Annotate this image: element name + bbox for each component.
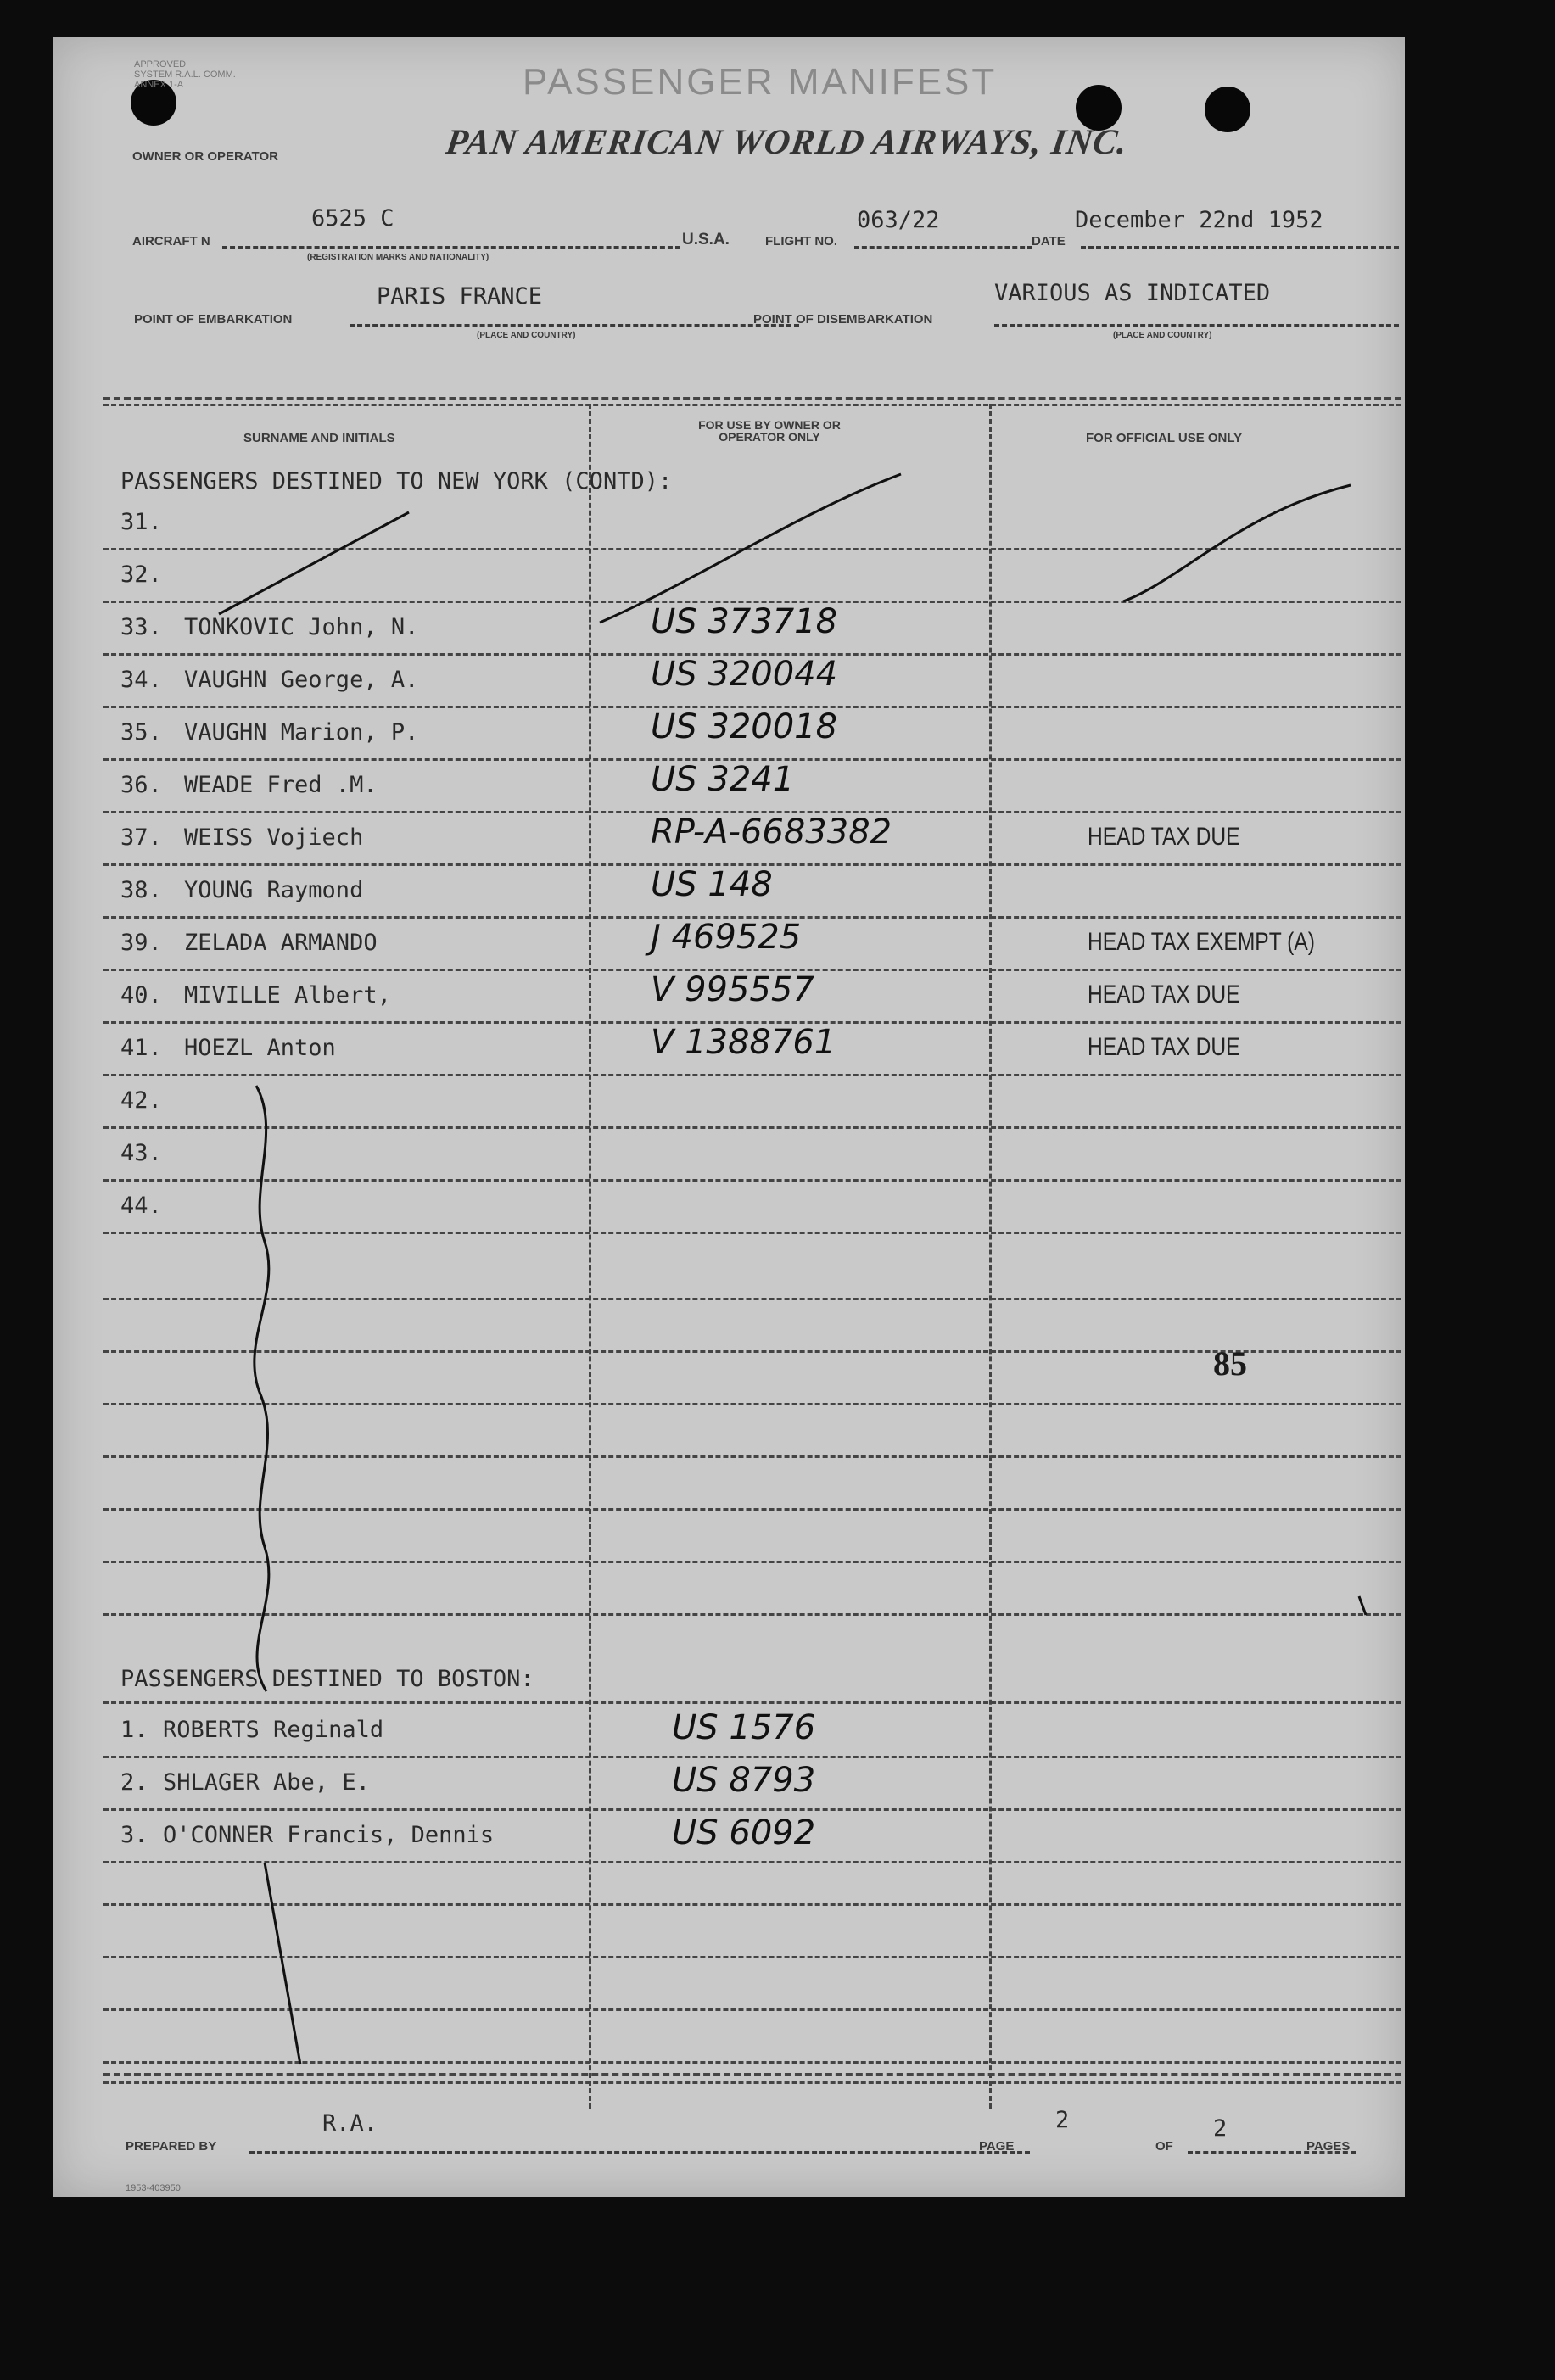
airline-name: PAN AMERICAN WORLD AIRWAYS, INC. xyxy=(443,123,1131,162)
row-number: 41. xyxy=(120,1035,162,1061)
row-number: 38. xyxy=(120,877,162,903)
passenger-name: MIVILLE Albert, xyxy=(184,982,391,1008)
passenger-name: VAUGHN George, A. xyxy=(184,667,419,693)
disembark-sublabel: (PLACE AND COUNTRY) xyxy=(1113,331,1212,340)
embark-label: POINT OF EMBARKATION xyxy=(134,312,293,327)
prepared-value: R.A. xyxy=(322,2110,378,2137)
column-header-official: FOR OFFICIAL USE ONLY xyxy=(1086,431,1243,445)
flight-label: FLIGHT NO. xyxy=(765,234,837,249)
document-number: US 373718 xyxy=(651,602,838,641)
document-number: US 320044 xyxy=(651,655,838,694)
document-number: V 995557 xyxy=(651,970,814,1009)
handwritten-strokes xyxy=(53,37,1405,2197)
passenger-name: WEISS Vojiech xyxy=(184,824,364,851)
row-number: 33. xyxy=(120,614,162,640)
document-number: US 3241 xyxy=(651,760,795,799)
official-note: HEAD TAX EXEMPT (A) xyxy=(1088,928,1315,956)
document-number: V 1388761 xyxy=(651,1023,836,1062)
row-number: 2. xyxy=(120,1769,148,1796)
document-number: J 469525 xyxy=(651,918,802,957)
passenger-name: TONKOVIC John, N. xyxy=(184,614,419,640)
ny-section-heading: PASSENGERS DESTINED TO NEW YORK (CONTD): xyxy=(120,468,673,494)
row-number: 36. xyxy=(120,772,162,798)
document-number: US 320018 xyxy=(651,707,838,746)
passenger-name: ZELADA ARMANDO xyxy=(184,930,378,956)
passenger-name: YOUNG Raymond xyxy=(184,877,364,903)
prepared-label: PREPARED BY xyxy=(126,2139,217,2154)
row-number: 32. xyxy=(120,561,162,588)
pages-label: PAGES xyxy=(1306,2139,1351,2154)
row-number: 39. xyxy=(120,930,162,956)
passenger-name: SHLAGER Abe, E. xyxy=(163,1769,370,1796)
embark-sublabel: (PLACE AND COUNTRY) xyxy=(477,331,576,340)
flight-value: 063/22 xyxy=(857,207,940,233)
passenger-name: WEADE Fred .M. xyxy=(184,772,378,798)
embark-value: PARIS FRANCE xyxy=(377,283,543,310)
passenger-name: O'CONNER Francis, Dennis xyxy=(163,1822,495,1848)
row-number: 40. xyxy=(120,982,162,1008)
row-number: 1. xyxy=(120,1717,148,1743)
passenger-name: ROBERTS Reginald xyxy=(163,1717,384,1743)
row-number: 35. xyxy=(120,719,162,746)
page-label: PAGE xyxy=(979,2139,1015,2154)
document-number: US 148 xyxy=(651,865,773,904)
line-boston-blank xyxy=(265,1863,300,2064)
row-number: 34. xyxy=(120,667,162,693)
page-title: PASSENGER MANIFEST xyxy=(523,61,998,103)
page-number-stamp: 85 xyxy=(1213,1344,1247,1383)
row-number: 3. xyxy=(120,1822,148,1848)
official-note: HEAD TAX DUE xyxy=(1088,980,1240,1008)
form-code: 1953-403950 xyxy=(126,2183,181,2193)
aircraft-label: AIRCRAFT N xyxy=(132,234,210,249)
date-label: DATE xyxy=(1032,234,1066,249)
strike-line-rows-31-32-col2 xyxy=(600,474,901,623)
manifest-sheet xyxy=(53,37,1405,2197)
document-number: US 6092 xyxy=(672,1813,816,1852)
page-value: 2 xyxy=(1055,2107,1070,2133)
strike-line-rows-31-32-col3 xyxy=(1123,485,1351,601)
row-number: 37. xyxy=(120,824,162,851)
disembark-label: POINT OF DISEMBARKATION xyxy=(753,312,933,327)
aircraft-value: 6525 C xyxy=(311,205,394,232)
official-note: HEAD TAX DUE xyxy=(1088,823,1240,851)
usa-label: U.S.A. xyxy=(682,231,730,249)
squiggle-blank-rows xyxy=(255,1086,269,1691)
row-number: 44. xyxy=(120,1193,162,1219)
owner-label: OWNER OR OPERATOR xyxy=(132,149,278,164)
row-number: 42. xyxy=(120,1087,162,1114)
official-note: HEAD TAX DUE xyxy=(1088,1033,1240,1061)
column-header-name: SURNAME AND INITIALS xyxy=(243,431,395,445)
of-label: OF xyxy=(1155,2139,1173,2154)
document-number: RP-A-6683382 xyxy=(651,813,892,852)
passenger-name: HOEZL Anton xyxy=(184,1035,336,1061)
document-number: US 8793 xyxy=(672,1761,816,1800)
document-number: US 1576 xyxy=(672,1708,816,1747)
strike-line-rows-31-32-col1 xyxy=(219,512,409,614)
boston-section-heading: PASSENGERS DESTINED TO BOSTON: xyxy=(120,1666,534,1692)
of-value: 2 xyxy=(1213,2115,1228,2142)
check-mark xyxy=(1359,1596,1366,1615)
column-header-owner: FOR USE BY OWNER OR OPERATOR ONLY xyxy=(698,418,841,444)
aircraft-sublabel: (REGISTRATION MARKS AND NATIONALITY) xyxy=(307,253,489,262)
passenger-name: VAUGHN Marion, P. xyxy=(184,719,419,746)
row-number: 43. xyxy=(120,1140,162,1166)
approval-stamp: APPROVED SYSTEM R.A.L. COMM. ANNEX 1-A xyxy=(134,59,236,90)
disembark-value: VARIOUS AS INDICATED xyxy=(994,280,1271,306)
date-value: December 22nd 1952 xyxy=(1075,207,1323,233)
row-number: 31. xyxy=(120,509,162,535)
